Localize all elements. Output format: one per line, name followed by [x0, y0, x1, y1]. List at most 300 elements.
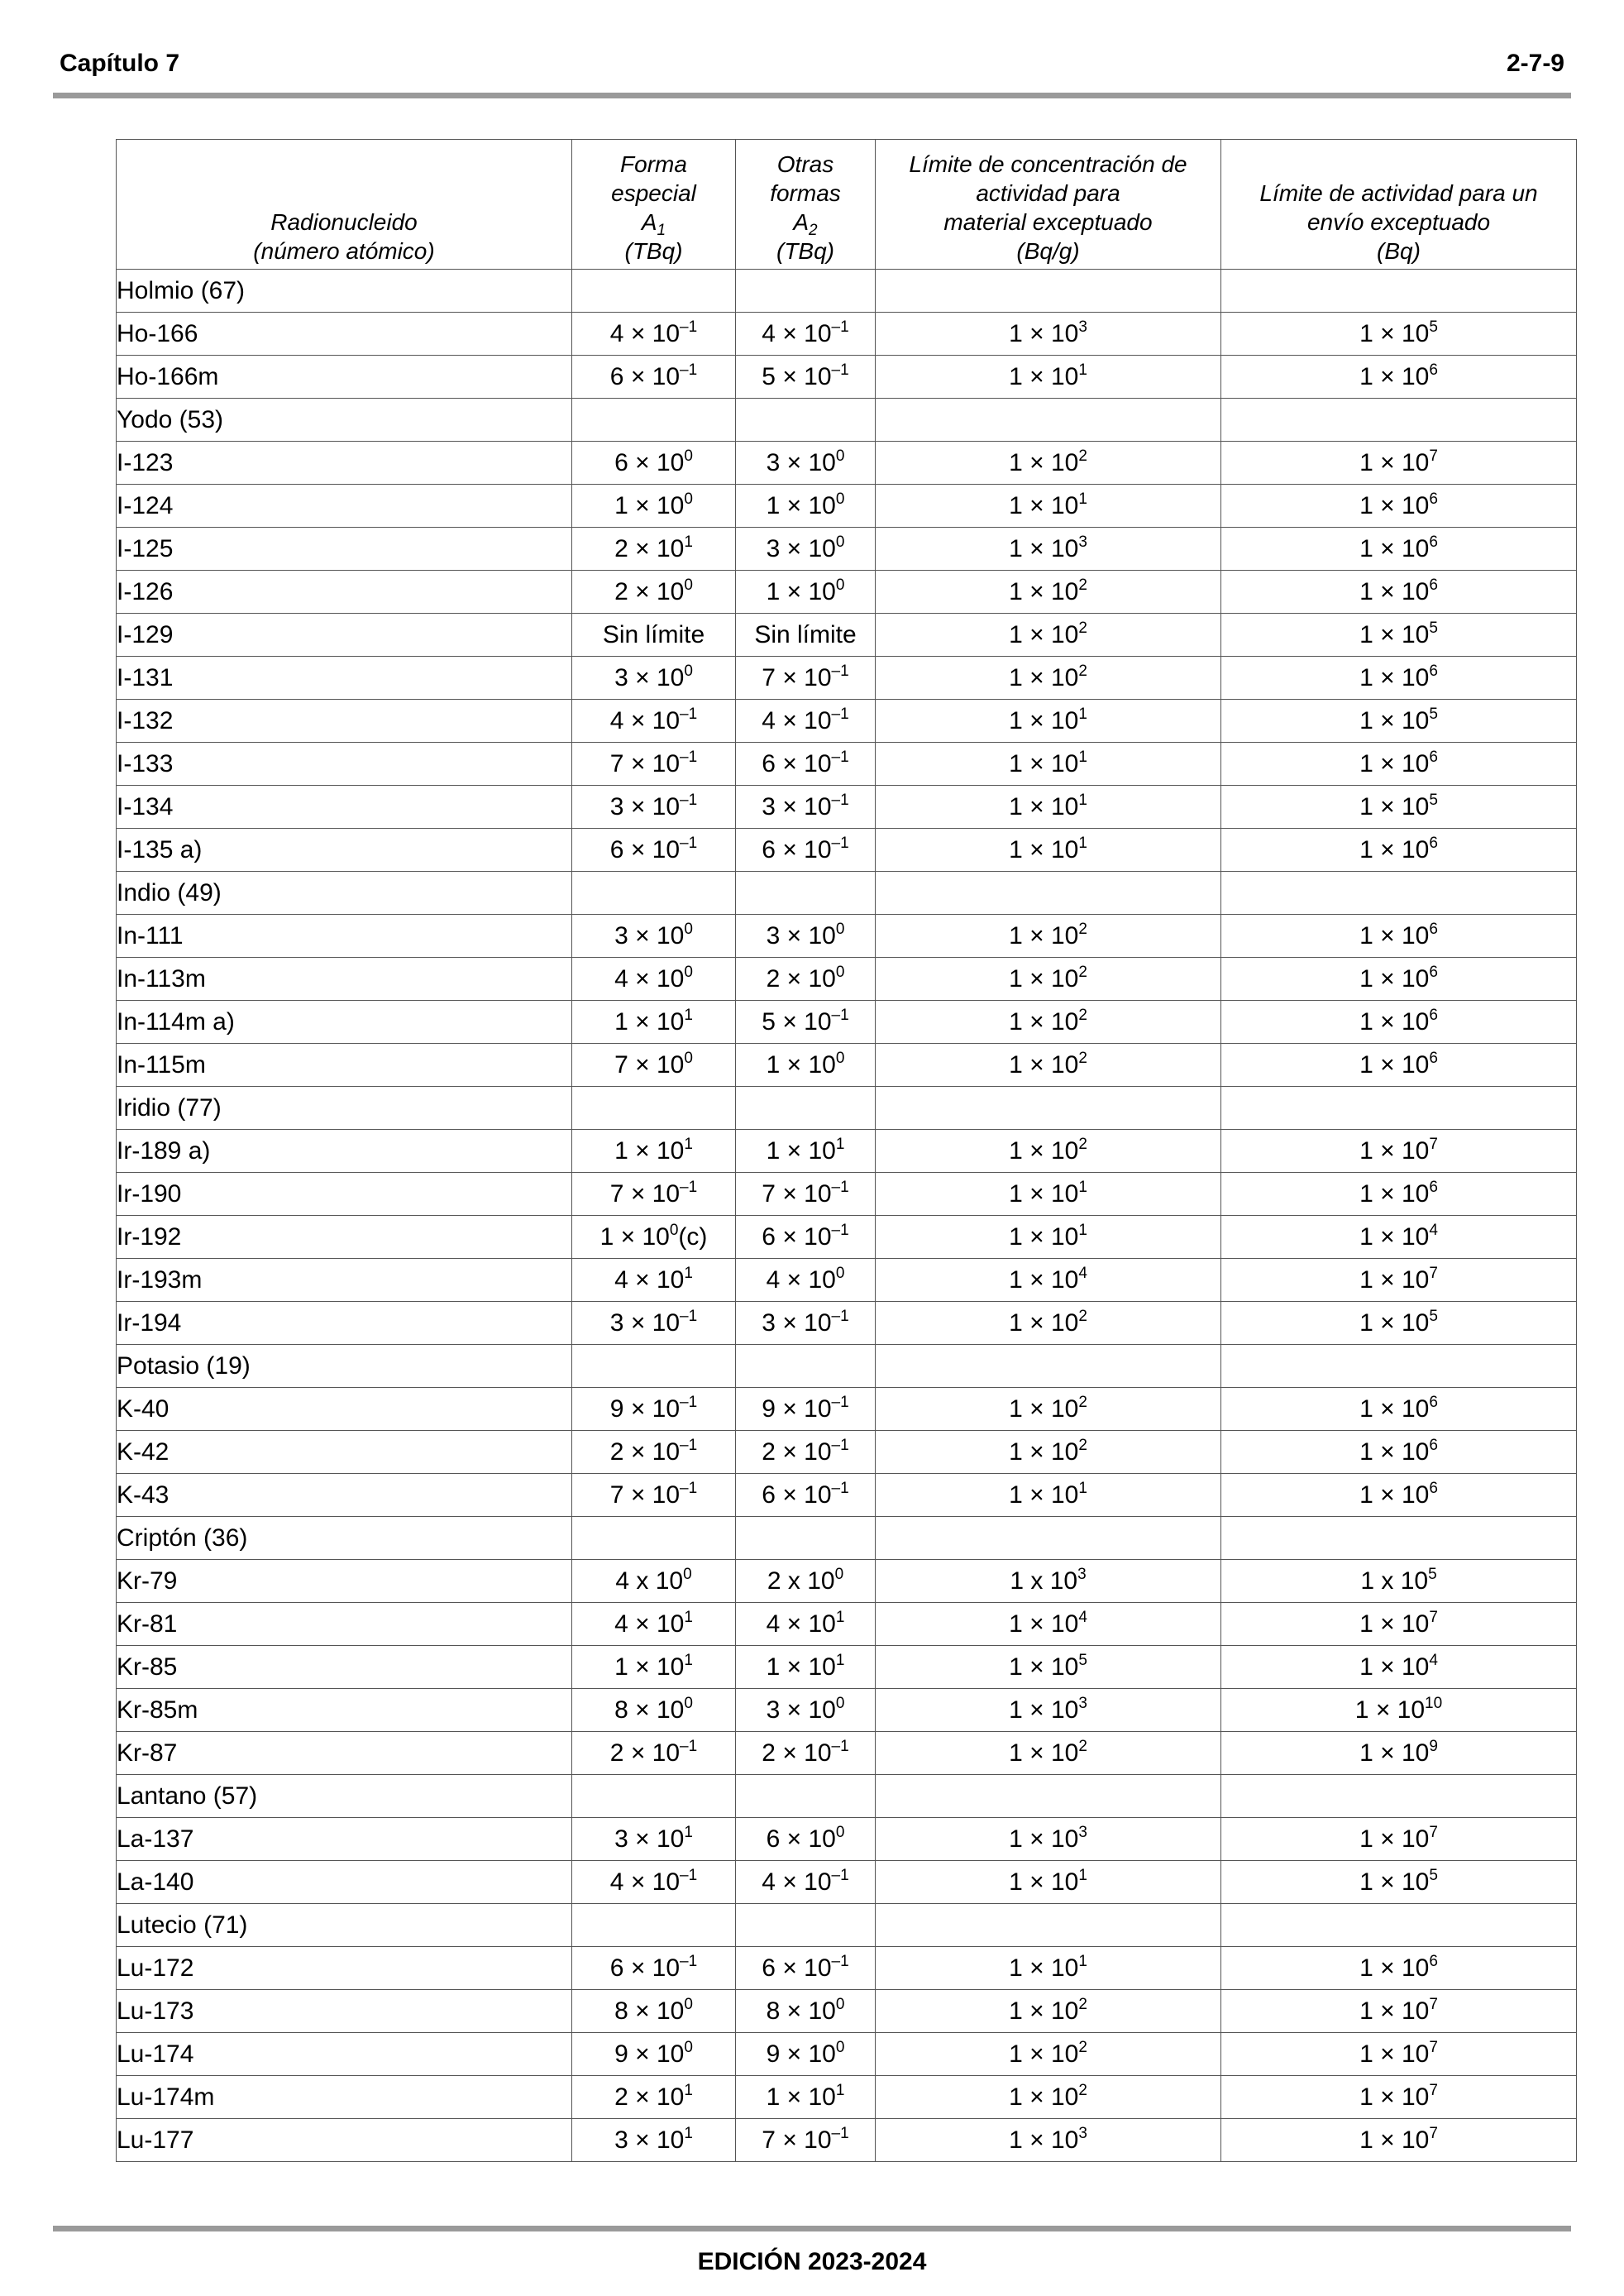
footer-divider	[53, 2226, 1571, 2231]
value-base: 8 × 10	[766, 1997, 836, 2025]
table-row	[117, 2033, 1577, 2076]
value-base: 1 × 10	[1359, 1050, 1430, 1079]
value-base: 1 × 10	[1359, 1868, 1430, 1896]
cell-act	[1221, 1044, 1577, 1087]
cell-a1	[572, 1560, 736, 1603]
cell-act	[1221, 915, 1577, 958]
cell-conc	[876, 1474, 1221, 1517]
cell-conc	[876, 1861, 1221, 1904]
element-group-row	[117, 399, 1577, 442]
value-exponent: 7	[1429, 2081, 1438, 2099]
value-base: 8 × 10	[614, 1997, 685, 2025]
value-exponent: –1	[831, 318, 849, 336]
cell-conc	[876, 1087, 1221, 1130]
value-exponent: –1	[680, 318, 698, 336]
value-exponent: –1	[831, 748, 849, 766]
value-base: 1 × 10	[1359, 1136, 1430, 1165]
table-row	[117, 442, 1577, 485]
value-base: 1 × 10	[1009, 534, 1079, 562]
cell-nuclide: Ir-194	[117, 1302, 572, 1345]
value-base: 3 × 10	[766, 448, 836, 476]
value-base: 7 × 10	[762, 2126, 832, 2154]
value-exponent: 6	[1429, 1006, 1438, 1024]
value-base: 1 × 10	[1359, 491, 1430, 519]
cell-nuclide: Kr-85m	[117, 1689, 572, 1732]
cell-a2	[736, 1001, 876, 1044]
value-exponent: 1	[684, 1823, 693, 1841]
cell-a2	[736, 1775, 876, 1818]
value-exponent: 0	[835, 1823, 845, 1841]
value-exponent: 0	[684, 576, 693, 594]
value-base: 8 × 10	[614, 1696, 685, 1724]
table-row	[117, 786, 1577, 829]
cell-act	[1221, 1861, 1577, 1904]
value-exponent: –1	[680, 361, 698, 379]
cell-a2	[736, 657, 876, 700]
cell-a1	[572, 1603, 736, 1646]
value-base: 2 × 10	[609, 1437, 681, 1466]
cell-a1	[572, 1732, 736, 1775]
cell-a1	[572, 743, 736, 786]
value-base: 3 × 10	[766, 534, 836, 562]
value-exponent: 3	[1078, 318, 1087, 336]
value-base: 3 × 10	[766, 921, 836, 949]
table-row	[117, 1216, 1577, 1259]
value-exponent: –1	[680, 1866, 698, 1884]
value-base: 1 × 10	[1009, 1653, 1079, 1681]
cell-act	[1221, 1087, 1577, 1130]
cell-conc	[876, 1130, 1221, 1173]
value-base: 6 × 10	[609, 1954, 681, 1982]
value-base: 1 × 10	[1009, 2040, 1079, 2068]
value-exponent: 0	[835, 447, 845, 465]
value-exponent: 1	[835, 2081, 845, 2099]
cell-conc	[876, 1216, 1221, 1259]
cell-conc	[876, 2033, 1221, 2076]
value-exponent: –1	[831, 834, 849, 852]
value-exponent: 7	[1429, 1135, 1438, 1153]
cell-a1	[572, 1517, 736, 1560]
cell-a2	[736, 442, 876, 485]
value-base: 1 × 10	[766, 1653, 836, 1681]
element-group-row	[117, 1904, 1577, 1947]
cell-a2	[736, 872, 876, 915]
value-base: 1 × 10	[1009, 663, 1079, 691]
cell-act	[1221, 270, 1577, 313]
value-base: 6 × 10	[762, 1222, 832, 1251]
value-exponent: 1	[1078, 705, 1087, 723]
value-exponent: 0	[683, 1565, 692, 1583]
cell-nuclide: K-42	[117, 1431, 572, 1474]
cell-conc	[876, 2076, 1221, 2119]
cell-nuclide: I-135 a)	[117, 829, 572, 872]
cell-nuclide: Lantano (57)	[117, 1775, 572, 1818]
table-row	[117, 1560, 1577, 1603]
cell-a1	[572, 313, 736, 356]
value-exponent: 3	[1078, 533, 1087, 551]
cell-a2	[736, 485, 876, 528]
value-base: 1 × 10	[1009, 2126, 1079, 2154]
value-base: 3 × 10	[762, 792, 832, 820]
value-base: 1 × 10	[1359, 2040, 1430, 2068]
value-exponent: –1	[831, 1178, 849, 1196]
value-base: 6 × 10	[766, 1825, 836, 1853]
cell-a1	[572, 915, 736, 958]
cell-a1	[572, 399, 736, 442]
value-exponent: 0	[684, 1694, 693, 1712]
value-exponent: 6	[1429, 1049, 1438, 1067]
element-group-row	[117, 1087, 1577, 1130]
cell-nuclide: Lu-174	[117, 2033, 572, 2076]
value-base: 1 × 10	[1354, 1696, 1426, 1724]
header-activity-limit: Límite de actividad para un envío exceptuado (Bq)	[1221, 140, 1577, 270]
value-exponent: –1	[831, 1436, 849, 1454]
value-exponent: –1	[831, 1866, 849, 1884]
value-exponent: 4	[1078, 1608, 1087, 1626]
value-exponent: 6	[1429, 748, 1438, 766]
value-exponent: 1	[1078, 791, 1087, 809]
cell-a2	[736, 1861, 876, 1904]
cell-act	[1221, 1474, 1577, 1517]
cell-act	[1221, 1302, 1577, 1345]
cell-nuclide: I-126	[117, 571, 572, 614]
value-exponent: 5	[1429, 318, 1438, 336]
value-exponent: 6	[1429, 1479, 1438, 1497]
cell-a2	[736, 700, 876, 743]
value-exponent: 0	[684, 963, 693, 981]
cell-act	[1221, 743, 1577, 786]
value-base: 6 × 10	[609, 835, 681, 863]
value-base: 1 × 10	[1009, 1136, 1079, 1165]
value-base: 7 × 10	[762, 663, 832, 691]
cell-a2	[736, 1732, 876, 1775]
cell-act	[1221, 1259, 1577, 1302]
cell-conc	[876, 1173, 1221, 1216]
cell-act	[1221, 1216, 1577, 1259]
cell-act	[1221, 528, 1577, 571]
value-exponent: 2	[1078, 447, 1087, 465]
table-row	[117, 485, 1577, 528]
value-base: 1 × 10	[1359, 620, 1430, 648]
header-a2: Otras formas $A_2$ (TBq)	[736, 140, 876, 270]
value-exponent: 0	[835, 533, 845, 551]
cell-act	[1221, 2119, 1577, 2162]
value-base: 1 × 10	[1009, 1050, 1079, 1079]
cell-a2	[736, 1087, 876, 1130]
value-base: 1 × 10	[1359, 1437, 1430, 1466]
value-exponent: 5	[1429, 791, 1438, 809]
cell-a2	[736, 2076, 876, 2119]
value-base: 1 × 10	[1009, 1007, 1079, 1036]
cell-a1	[572, 1775, 736, 1818]
element-group-row	[117, 872, 1577, 915]
cell-a2	[736, 1388, 876, 1431]
value-base: 1 × 10	[1359, 964, 1430, 993]
value-exponent: 6	[1429, 1436, 1438, 1454]
value-base: 3 × 10	[762, 1308, 832, 1337]
cell-conc	[876, 915, 1221, 958]
value-exponent: –1	[831, 1479, 849, 1497]
cell-a2	[736, 1431, 876, 1474]
value-exponent: 0	[834, 1565, 844, 1583]
value-base: 6 × 10	[609, 362, 681, 390]
table-row	[117, 1947, 1577, 1990]
value-exponent: –1	[831, 1307, 849, 1325]
table-row	[117, 2119, 1577, 2162]
value-base: 1 × 10	[1009, 1954, 1079, 1982]
value-exponent: –1	[680, 1737, 698, 1755]
value-exponent: 6	[1429, 662, 1438, 680]
value-exponent: –1	[831, 1952, 849, 1970]
table-row	[117, 1474, 1577, 1517]
value-exponent: 1	[1078, 748, 1087, 766]
cell-a1	[572, 700, 736, 743]
value-exponent: 0	[684, 1049, 693, 1067]
value-base: 1 × 10	[1009, 620, 1079, 648]
cell-a2	[736, 528, 876, 571]
cell-act	[1221, 1560, 1577, 1603]
value-exponent: –1	[831, 1006, 849, 1024]
cell-a1	[572, 657, 736, 700]
table-row	[117, 1259, 1577, 1302]
value-exponent: 0	[835, 920, 845, 938]
value-exponent: –1	[831, 1737, 849, 1755]
value-exponent: 2	[1078, 576, 1087, 594]
value-base: 1 × 10	[614, 491, 685, 519]
cell-act	[1221, 2033, 1577, 2076]
value-exponent: –1	[680, 1436, 698, 1454]
value-exponent: 2	[1078, 662, 1087, 680]
value-base: 9 × 10	[762, 1394, 832, 1423]
value-exponent: 3	[1077, 1565, 1087, 1583]
value-exponent: –1	[831, 361, 849, 379]
cell-nuclide: Indio (49)	[117, 872, 572, 915]
value-exponent: 7	[1429, 447, 1438, 465]
cell-conc	[876, 958, 1221, 1001]
cell-a1	[572, 485, 736, 528]
value-exponent: 0	[684, 490, 693, 508]
value-exponent: 1	[684, 1264, 693, 1282]
cell-a1	[572, 1345, 736, 1388]
cell-nuclide: Ir-190	[117, 1173, 572, 1216]
value-exponent: 7	[1429, 1264, 1438, 1282]
value-base: 5 × 10	[762, 362, 832, 390]
value-exponent: –1	[831, 2124, 849, 2142]
edition-footer: EDICIÓN 2023-2024	[697, 2248, 927, 2275]
value-base: 1 × 10	[1359, 1222, 1430, 1251]
cell-conc	[876, 2119, 1221, 2162]
value-base: 1 × 10	[766, 1050, 836, 1079]
cell-nuclide: La-140	[117, 1861, 572, 1904]
cell-conc	[876, 1517, 1221, 1560]
cell-a2	[736, 1130, 876, 1173]
cell-act	[1221, 356, 1577, 399]
value-base: 4 × 10	[766, 1265, 836, 1294]
cell-act	[1221, 1732, 1577, 1775]
cell-nuclide: Ir-192	[117, 1216, 572, 1259]
value-exponent: 1	[1078, 361, 1087, 379]
value-base: 4 × 10	[762, 706, 832, 734]
value-base: 3 × 10	[614, 921, 685, 949]
value-base: 1 × 10	[1009, 1610, 1079, 1638]
cell-act	[1221, 1001, 1577, 1044]
value-base: 3 × 10	[614, 663, 685, 691]
table-row	[117, 700, 1577, 743]
value-exponent: 1	[684, 1006, 693, 1024]
value-base: 1 × 10	[1009, 921, 1079, 949]
value-exponent: 5	[1429, 1307, 1438, 1325]
cell-a1	[572, 1947, 736, 1990]
value-base: 1 × 10	[766, 491, 836, 519]
cell-act	[1221, 571, 1577, 614]
cell-nuclide: La-137	[117, 1818, 572, 1861]
table-row	[117, 614, 1577, 657]
cell-a1	[572, 1861, 736, 1904]
table-row	[117, 571, 1577, 614]
value-base: 4 × 10	[614, 1265, 685, 1294]
cell-nuclide: In-115m	[117, 1044, 572, 1087]
value-exponent: 0	[835, 490, 845, 508]
cell-conc	[876, 786, 1221, 829]
table-row	[117, 1173, 1577, 1216]
table-row	[117, 1302, 1577, 1345]
value-exponent: 6	[1429, 576, 1438, 594]
cell-nuclide: Kr-81	[117, 1603, 572, 1646]
cell-act	[1221, 872, 1577, 915]
page-header	[60, 50, 1564, 83]
table-row	[117, 528, 1577, 571]
cell-a1	[572, 1001, 736, 1044]
value-base: 1 × 10	[1359, 362, 1430, 390]
value-base: 2 × 10	[766, 964, 836, 993]
cell-act	[1221, 1904, 1577, 1947]
cell-a2	[736, 958, 876, 1001]
value-base: 4 × 10	[609, 319, 681, 347]
value-exponent: 1	[1078, 1866, 1087, 1884]
table-row	[117, 356, 1577, 399]
value-exponent: 0	[835, 2038, 845, 2056]
cell-conc	[876, 1646, 1221, 1689]
cell-conc	[876, 1044, 1221, 1087]
value-base: 4 × 10	[762, 1868, 832, 1896]
cell-nuclide: Potasio (19)	[117, 1345, 572, 1388]
value-base: 6 × 10	[762, 1480, 832, 1509]
value-base: 4 x 10	[615, 1567, 684, 1595]
value-exponent: 6	[1429, 533, 1438, 551]
cell-a2	[736, 1474, 876, 1517]
value-base: 4 × 10	[766, 1610, 836, 1638]
value-base: 1 × 10	[1009, 319, 1079, 347]
cell-a2	[736, 1259, 876, 1302]
value-base: 1 × 10	[1009, 1179, 1079, 1208]
value-exponent: 6	[1429, 1178, 1438, 1196]
value-exponent: 2	[1078, 1006, 1087, 1024]
cell-nuclide: I-125	[117, 528, 572, 571]
value-exponent: 0	[835, 576, 845, 594]
table-row	[117, 915, 1577, 958]
value-exponent: 1	[684, 2124, 693, 2142]
value-base: 1 × 10	[1009, 1437, 1079, 1466]
value-base: 1 × 10	[599, 1222, 670, 1251]
value-base: 1 × 10	[1359, 1179, 1430, 1208]
value-base: 1 × 10	[1009, 706, 1079, 734]
cell-a2	[736, 2033, 876, 2076]
cell-act	[1221, 1517, 1577, 1560]
header-divider	[53, 93, 1571, 98]
table-row	[117, 1388, 1577, 1431]
page-number: 2-7-9	[1506, 50, 1564, 77]
value-note: (c)	[678, 1222, 708, 1251]
cell-conc	[876, 1560, 1221, 1603]
cell-nuclide: I-132	[117, 700, 572, 743]
cell-act	[1221, 1130, 1577, 1173]
cell-act	[1221, 1646, 1577, 1689]
cell-nuclide: Kr-79	[117, 1560, 572, 1603]
cell-nuclide: In-113m	[117, 958, 572, 1001]
cell-act	[1221, 829, 1577, 872]
cell-act	[1221, 700, 1577, 743]
table-row	[117, 1646, 1577, 1689]
value-base: 3 × 10	[766, 1696, 836, 1724]
cell-a2	[736, 356, 876, 399]
value-base: 1 × 10	[1359, 319, 1430, 347]
cell-a1	[572, 1044, 736, 1087]
value-exponent: 2	[1078, 963, 1087, 981]
value-exponent: 1	[1078, 1221, 1087, 1239]
cell-nuclide: Lu-177	[117, 2119, 572, 2162]
cell-conc	[876, 700, 1221, 743]
value-exponent: –1	[680, 1952, 698, 1970]
cell-nuclide: I-131	[117, 657, 572, 700]
cell-a2	[736, 1044, 876, 1087]
value-base: 1 × 10	[1359, 2126, 1430, 2154]
value-exponent: 0	[835, 1995, 845, 2013]
value-base: 1 × 10	[1009, 1394, 1079, 1423]
header-a1: Forma especial $A_1$ (TBq)	[572, 140, 736, 270]
cell-nuclide: I-129	[117, 614, 572, 657]
value-base: 1 × 10	[1009, 577, 1079, 605]
value-exponent: 6	[1429, 361, 1438, 379]
value-base: 1 × 10	[1009, 1265, 1079, 1294]
table-row	[117, 1689, 1577, 1732]
cell-conc	[876, 313, 1221, 356]
value-base: 1 × 10	[1359, 448, 1430, 476]
value-exponent: 2	[1078, 1995, 1087, 2013]
cell-a2	[736, 270, 876, 313]
table-row	[117, 1044, 1577, 1087]
cell-act	[1221, 2076, 1577, 2119]
cell-a1	[572, 1388, 736, 1431]
value-exponent: 4	[1078, 1264, 1087, 1282]
value-exponent: 0	[835, 1264, 845, 1282]
value-base: 3 × 10	[614, 1825, 685, 1853]
cell-nuclide: Ho-166m	[117, 356, 572, 399]
cell-act	[1221, 1947, 1577, 1990]
cell-a1	[572, 1990, 736, 2033]
cell-act	[1221, 1775, 1577, 1818]
value-base: 7 × 10	[614, 1050, 685, 1079]
table-row	[117, 2076, 1577, 2119]
value-base: 1 × 10	[1359, 2083, 1430, 2111]
cell-conc	[876, 1431, 1221, 1474]
cell-conc	[876, 1001, 1221, 1044]
value-base: 1 × 10	[1359, 1739, 1430, 1767]
cell-a1	[572, 1216, 736, 1259]
cell-nuclide: K-43	[117, 1474, 572, 1517]
cell-act	[1221, 1431, 1577, 1474]
value-base: 6 × 10	[614, 448, 685, 476]
cell-conc	[876, 657, 1221, 700]
